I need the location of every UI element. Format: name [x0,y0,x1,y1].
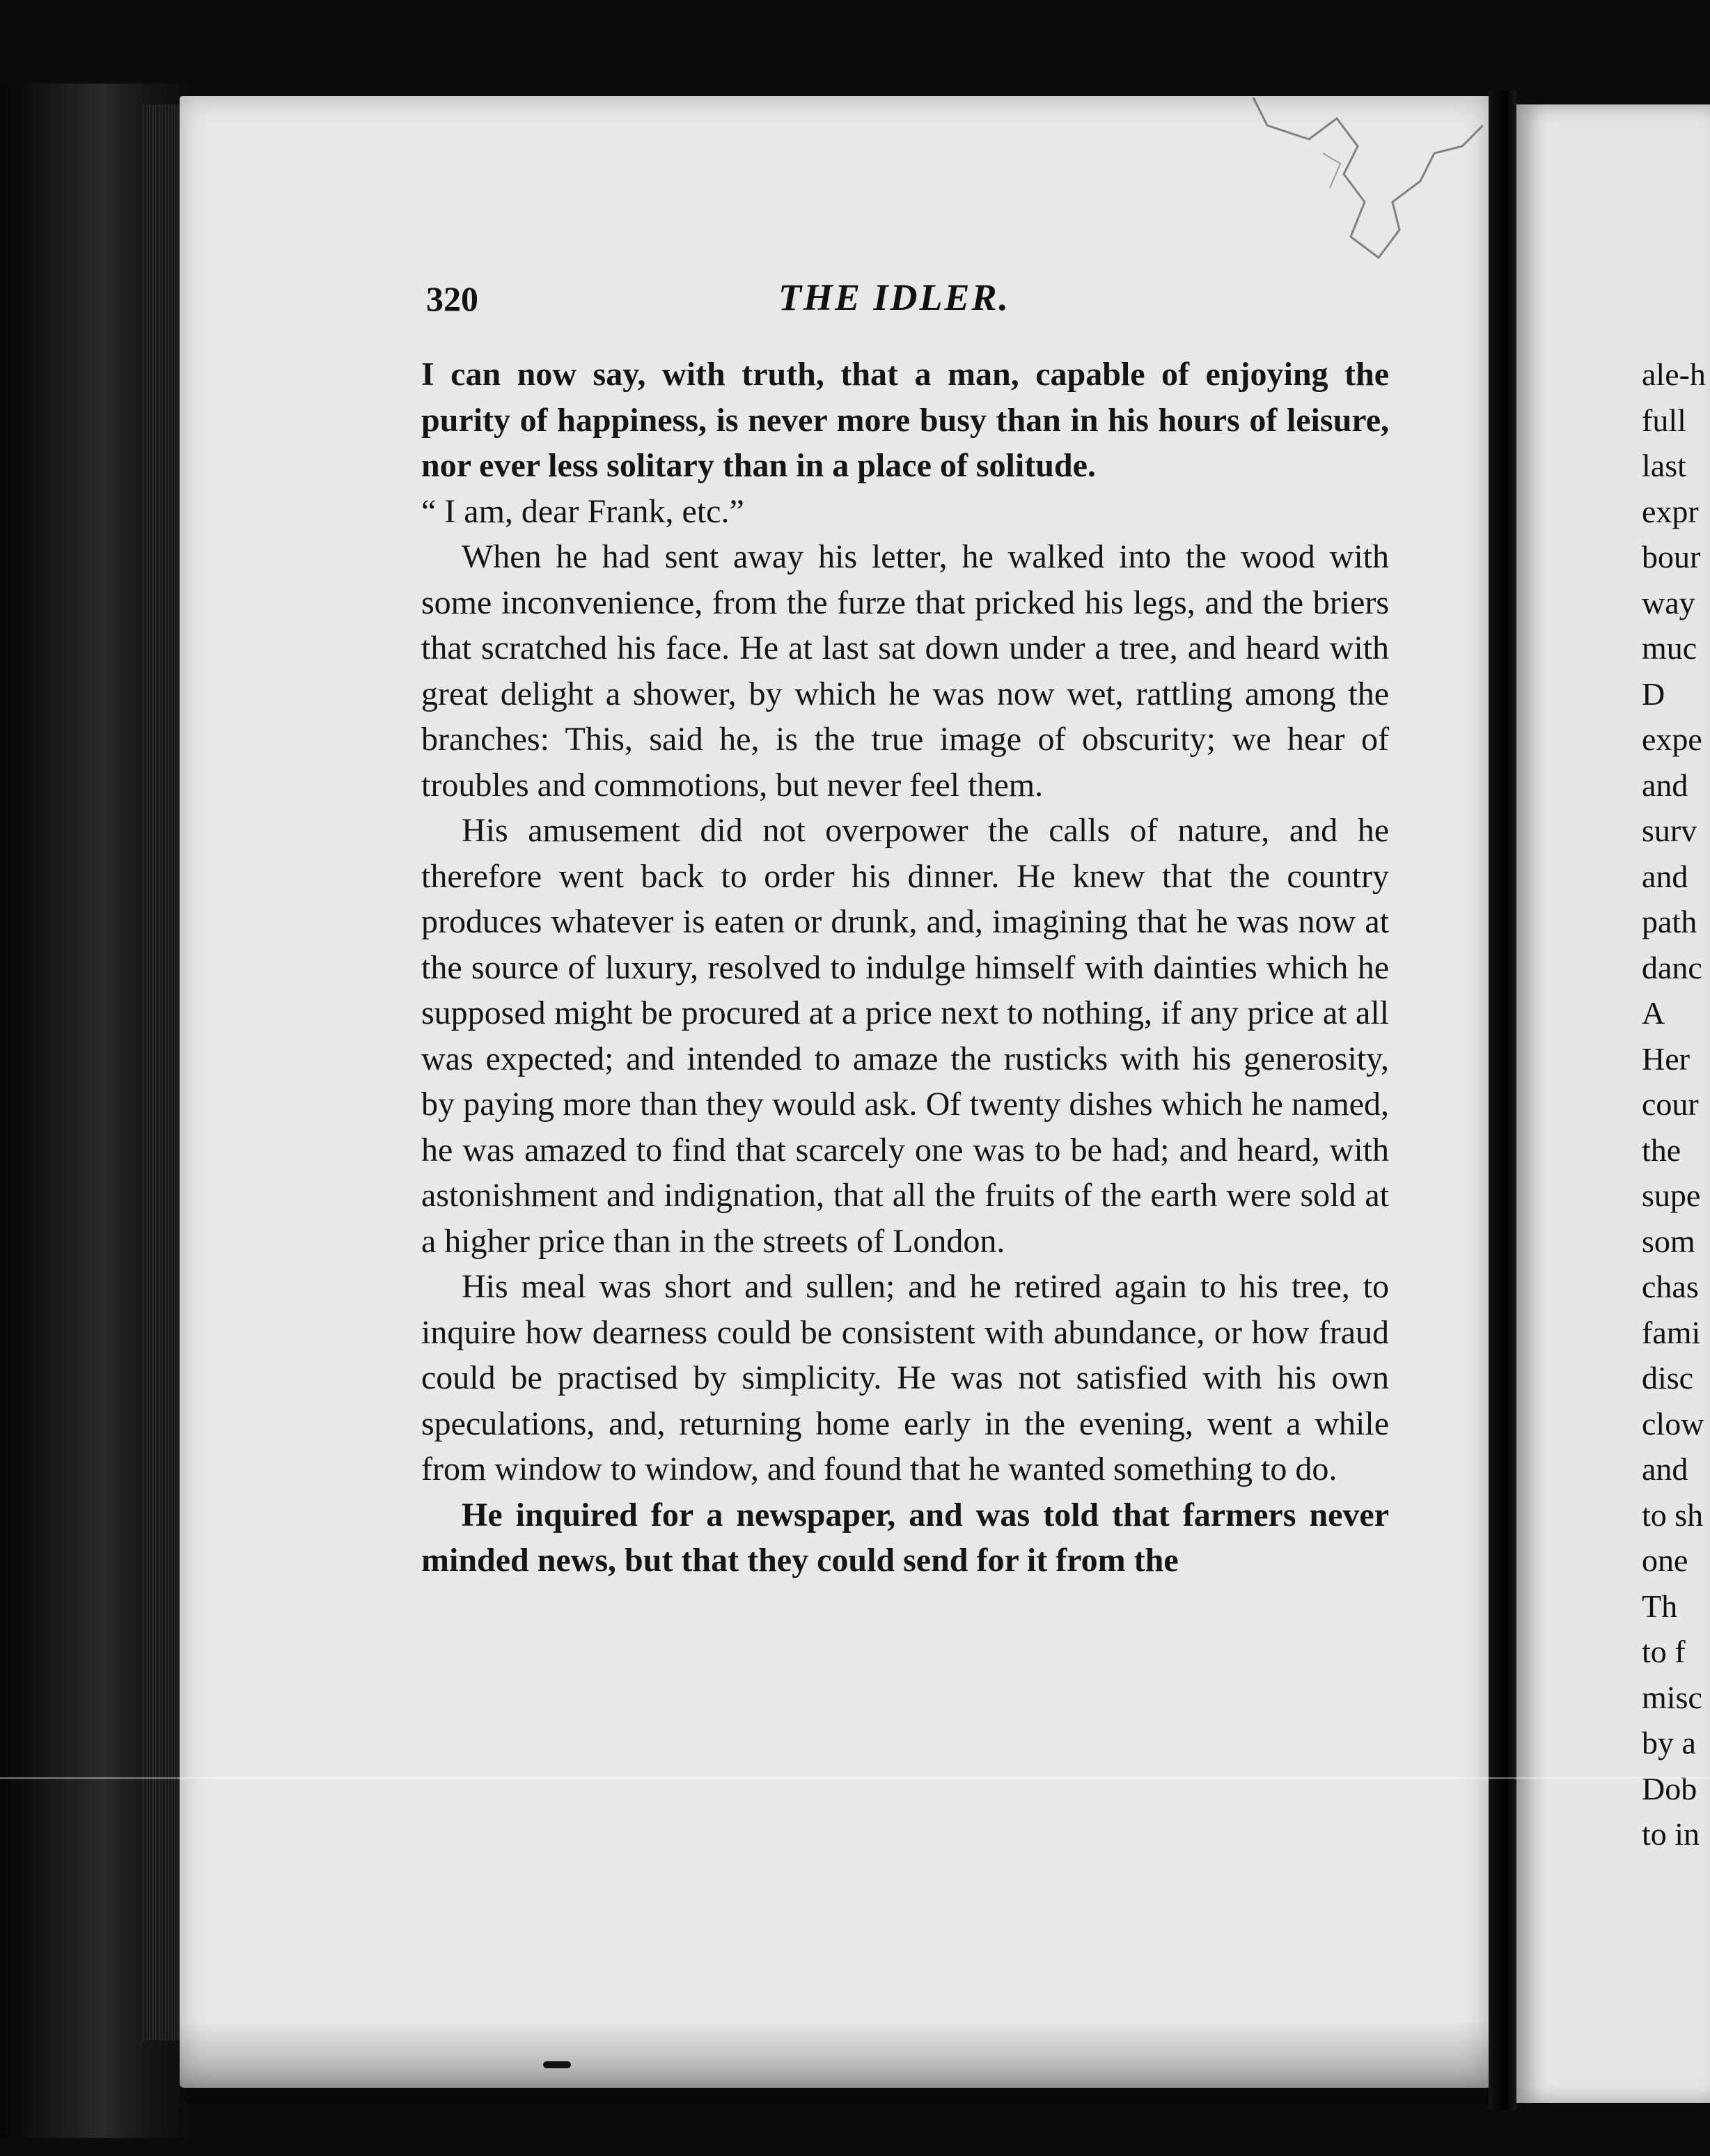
facing-page-line-fragment: to f [1642,1634,1686,1669]
page-bottom-shadow [180,2020,1489,2103]
facing-page-line-fragment: and [1642,1451,1688,1487]
facing-page-line-fragment: last [1642,448,1686,483]
facing-page-line-fragment: expe [1642,721,1702,757]
facing-page-line-fragment: clow [1642,1405,1704,1442]
facing-page-line-fragment: to in [1642,1816,1700,1852]
facing-page-line-fragment: expr [1642,493,1699,529]
facing-page-line-fragment: one [1642,1542,1688,1578]
right-facing-page [1516,104,1710,2103]
facing-page-line-fragment: chas [1642,1269,1699,1304]
ink-smudge [543,2061,571,2068]
facing-page-line-fragment: muc [1642,630,1697,666]
facing-page-line-fragment: A [1642,995,1665,1031]
scan-artifact-line [0,1777,1710,1779]
facing-page-line-fragment: misc [1642,1679,1702,1715]
facing-page-line-fragment: by a [1642,1725,1696,1760]
facing-page-line-fragment: Th [1642,1588,1678,1624]
book-gutter [1489,91,1516,2110]
facing-page-line-fragment: disc [1642,1360,1694,1396]
facing-page-line-fragment: fami [1642,1314,1701,1350]
facing-page-line-fragment: cour [1642,1086,1699,1122]
facing-page-line-fragment: D [1642,675,1665,712]
facing-page-line-fragment: to sh [1642,1497,1704,1533]
page-number: 320 [426,279,478,318]
paragraph: His amusement did not overpower the calls of nature, and he therefore went back to order his dinner. He knew that the country produces whatever is eaten or drunk, and, imagining that he was now at the source of luxury, resolved to indulge himself with dainties which he supposed might be procured at a price next to nothing, if any price at all was expected; and intended to amaze the rusticks with his generosity, by paying more than they would ask. Of twenty dishes which he named, he was amazed to find that scarcely one was to be had; and heard, with astonishment and indignation, that all the fruits of the earth were sold at a higher price than in the streets of London. [421,812,1389,1260]
facing-page-line-fragment: and [1642,767,1688,803]
facing-page-line-fragment: supe [1642,1178,1701,1213]
facing-page-line-fragment: full [1642,402,1686,438]
facing-page-line-fragment: way [1642,584,1695,620]
facing-page-line-fragment: surv [1642,813,1697,848]
facing-page-line-fragment: bour [1642,539,1701,575]
facing-page-line-fragment: Her [1642,1040,1690,1077]
running-title: THE IDLER. [778,276,1011,318]
page-body-text [421,352,1389,1584]
letter-signoff: “ I am, dear Frank, etc.” [421,492,744,530]
paragraph: He inquired for a newspaper, and was told that farmers never minded news, but that they could send for it from the [421,1496,1389,1579]
facing-page-line-fragment: danc [1642,949,1702,985]
page-edges [143,104,181,2040]
facing-page-line-fragment: ale-h [1642,357,1706,392]
facing-page-line-fragment: som [1642,1223,1695,1259]
facing-page-line-fragment: the [1642,1132,1681,1168]
facing-page-line-fragment: Dob [1642,1770,1697,1806]
paragraph: I can now say, with truth, that a man, capable of enjoying the purity of happiness, is never more busy than in his hours of leisure, nor ever less solitary than in a place of solitude. [421,356,1389,484]
facing-page-line-fragment: and [1642,858,1688,894]
paragraph: His meal was short and sullen; and he retired again to his tree, to inquire how dearness could be consistent with abundance, or how fraud could be practised by simplicity. He was not satisfied with his own speculations, and, returning home early in the evening, went a while from window to window, and found that he wanted something to do. [421,1268,1389,1487]
facing-page-line-fragment: path [1642,904,1697,939]
paragraph: When he had sent away his letter, he walked into the wood with some inconvenience, from the furze that pricked his legs, and the briers that scratched his face. He at last sat down under a tree, and heard with great delight a shower, by which he was now wet, rattling among the branches: This, said he, is the true image of obscurity; we hear of troubles and commotions, but never feel them. [421,538,1389,804]
torn-corner-mark [1225,97,1483,265]
